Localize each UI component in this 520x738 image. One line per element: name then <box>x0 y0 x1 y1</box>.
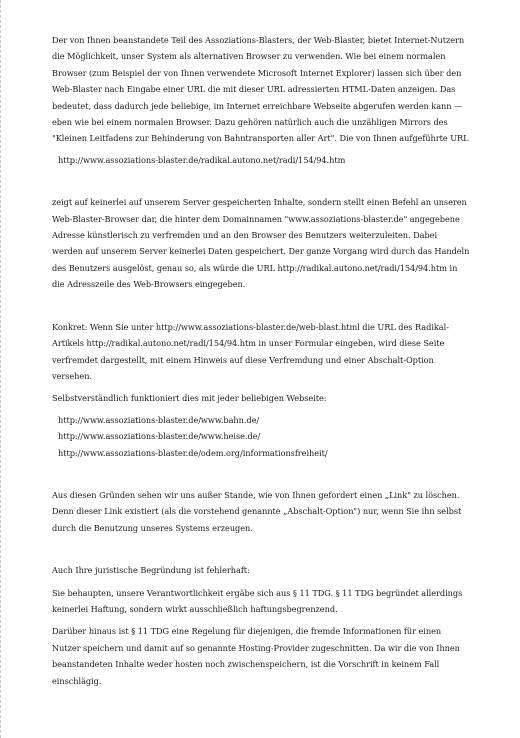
letter-body <box>52 32 470 689</box>
paragraph-cannot-delete-link: Aus diesen Gründen sehen wir uns außer Stande, wie von Ihnen gefordert einen „Link" zu löschen. Denn dieser Link existiert (als die vorstehend genannte „Abschalt-Option") nur, wenn Sie ihn selbst durch die Benutzung unseres Systems erzeugen. <box>52 489 462 533</box>
page-edge <box>0 0 2 738</box>
url-example-heise: http://www.assoziations-blaster.de/www.heise.de/ <box>58 431 261 442</box>
paragraph-tdg-liability: Sie behaupten, unsere Verantwortlichkeit ergäbe sich aus § 11 TDG. § 11 TDG begründet allerdings keinerlei Haftung, sondern wirkt ausschließlich haftungsbegrenzend. <box>52 587 463 614</box>
paragraph-legal-reasoning-intro: Auch Ihre juristische Begründung ist fehlerhaft: <box>52 565 250 576</box>
url-radikal-mirror: http://www.assoziations-blaster.de/radikal.autono.net/radi/154/94.htm <box>58 154 346 165</box>
paragraph-konkret: Konkret: Wenn Sie unter http://www.assoziations-blaster.de/web-blast.html die URL des Radikal-Artikels http://radikal.autono.net/radi/154/94.htm in unser Formular eingeben, wird diese Seite verfremdet dargestellt, mit einem Hinweis auf diese Verfremdung und einer Abschalt-Option versehen. <box>52 321 449 381</box>
paragraph-no-stored-content: zeigt auf keinerlei auf unserem Server gespeicherten Inhalte, sondern stellt einen Befehl an unseren Web-Blaster-Browser dar, die hinter dem Domainnamen "www.assoziations-blaster.de" angegebene Adresse künstlerisch zu verfremden und an den Browser des Benutzers weiterzuleiten. Dabei werden auf unserem Server keinerlei Daten gespeichert. Der ganze Vorgang wird durch das Handeln des Benutzers ausgelöst, genau so, als würde die URL http://radikal.autono.net/radi/154/94.htm in die Adresszeile des Web-Browsers eingegeben. <box>52 197 470 290</box>
url-example-bahn: http://www.assoziations-blaster.de/www.bahn.de/ <box>58 414 260 425</box>
paragraph-tdg-hosting: Darüber hinaus ist § 11 TDG eine Regelung für diejenigen, die fremde Informationen für einen Nutzer speichern und damit auf so genannte Hosting-Provider zugeschnitten. Da wir die von Ihnen beanstandeten Inhalte weder hosten noch zwischenspeichern, ist die Vorschrift in keinem Fall einschlägig. <box>52 626 460 686</box>
paragraph-web-blaster-intro: Der von Ihnen beanstandete Teil des Assoziations-Blasters, der Web-Blaster, bietet Internet-Nutzern die Möglichkeit, unser System als alternativen Browser zu verwenden. Wie bei einem normalen Browser (zum Beispiel der von Ihnen verwendete Microsoft Internet Explorer) lassen sich über den Web-Blaster nach Eingabe einer URL die mit dieser URL adressierten HTML-Daten anzeigen. Das bedeutet, dass dadurch jede beliebige, im Internet erreichbare Webseite abgerufen werden kann — eben wie bei einem normalen Browser. Dazu gehören natürlich auch die unzähligen Mirrors des "Kleinen Leitfadens zur Behinderung von Bahntransporten aller Art". Die von Ihnen aufgeführte URL <box>52 35 469 144</box>
paragraph-any-website: Selbstverständlich funktioniert dies mit jeder beliebigen Webseite: <box>52 393 327 404</box>
url-example-odem: http://www.assoziations-blaster.de/odem.org/informationsfreiheit/ <box>58 447 328 458</box>
